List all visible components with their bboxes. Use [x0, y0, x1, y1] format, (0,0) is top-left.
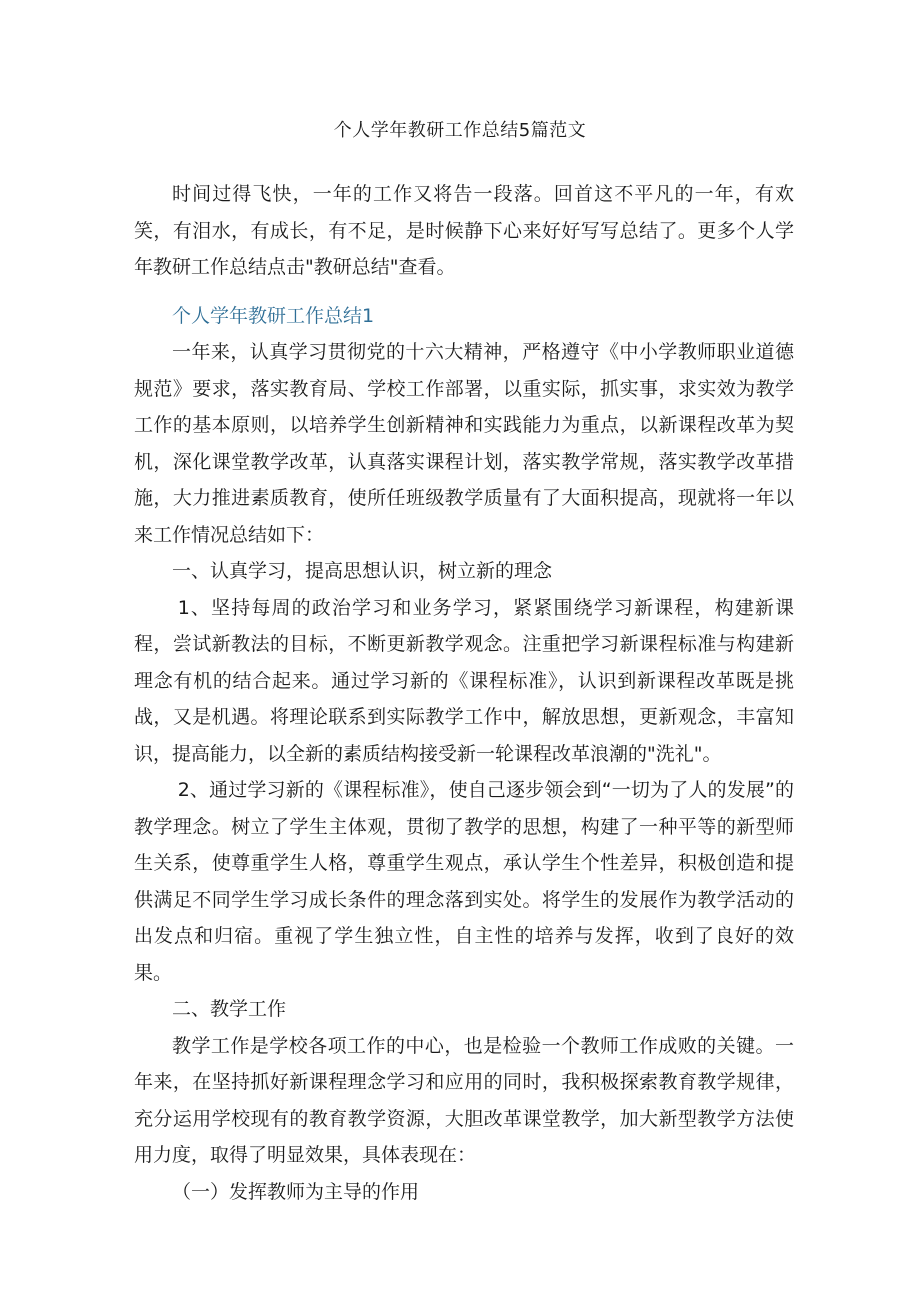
- intro-paragraph: 时间过得飞快，一年的工作又将告一段落。回首这不平凡的一年，有欢笑，有泪水，有成长，有不足，是时候静下心来好好写写总结了。更多个人学年教研工作总结点击"教研总结"查看。: [134, 183, 794, 278]
- numbered-paragraph-2: 2、通过学习新的《课程标准》，使自己逐步领会到“一切为了人的发展”的教学理念。树立了学生主体观，贯彻了教学的思想，构建了一种平等的新型师生关系，使尊重学生人格，尊重学生观点，承认学生个性差异，积极创造和提供满足不同学生学习成长条件的理念落到实处。将学生的发展作为教学活动的出发点和归宿。重视了学生独立性，自主性的培养与发挥，收到了良好的效果。: [134, 779, 794, 984]
- document-body: [134, 176, 794, 1210]
- body-paragraph: 教学工作是学校各项工作的中心，也是检验一个教师工作成败的关键。一年来，在坚持抓好新课程理念学习和应用的同时，我积极探索教育教学规律，充分运用学校现有的教育教学资源，大胆改革课堂教学，加大新型教学方法使用力度，取得了明显效果，具体表现在：: [134, 1034, 794, 1166]
- subheading-1: 一、认真学习，提高思想认识，树立新的理念: [172, 560, 553, 582]
- subheading-3: （一）发挥教师为主导的作用: [172, 1180, 420, 1203]
- numbered-paragraph-1: 1、坚持每周的政治学习和业务学习，紧紧围绕学习新课程，构建新课程，尝试新教法的目标，不断更新教学观念。注重把学习新课程标准与构建新理念有机的结合起来。通过学习新的《课程标准》，认识到新课程改革既是挑战，又是机遇。将理论联系到实际教学工作中，解放思想，更新观念，丰富知识，提高能力，以全新的素质结构接受新一轮课程改革浪潮的"洗礼"。: [134, 596, 794, 765]
- section-heading-1: 个人学年教研工作总结1: [172, 304, 375, 327]
- subheading-2: 二、教学工作: [172, 998, 287, 1020]
- document-title: 个人学年教研工作总结5篇范文: [333, 120, 587, 141]
- body-paragraph: 一年来，认真学习贯彻党的十六大精神，严格遵守《中小学教师职业道德规范》要求，落实教育局、学校工作部署，以重实际，抓实事，求实效为教学工作的基本原则，以培养学生创新精神和实践能力为重点，以新课程改革为契机，深化课堂教学改革，认真落实课程计划，落实教学常规，落实教学改革措施，大力推进素质教育，使所任班级教学质量有了大面积提高，现就将一年以来工作情况总结如下：: [134, 341, 794, 546]
